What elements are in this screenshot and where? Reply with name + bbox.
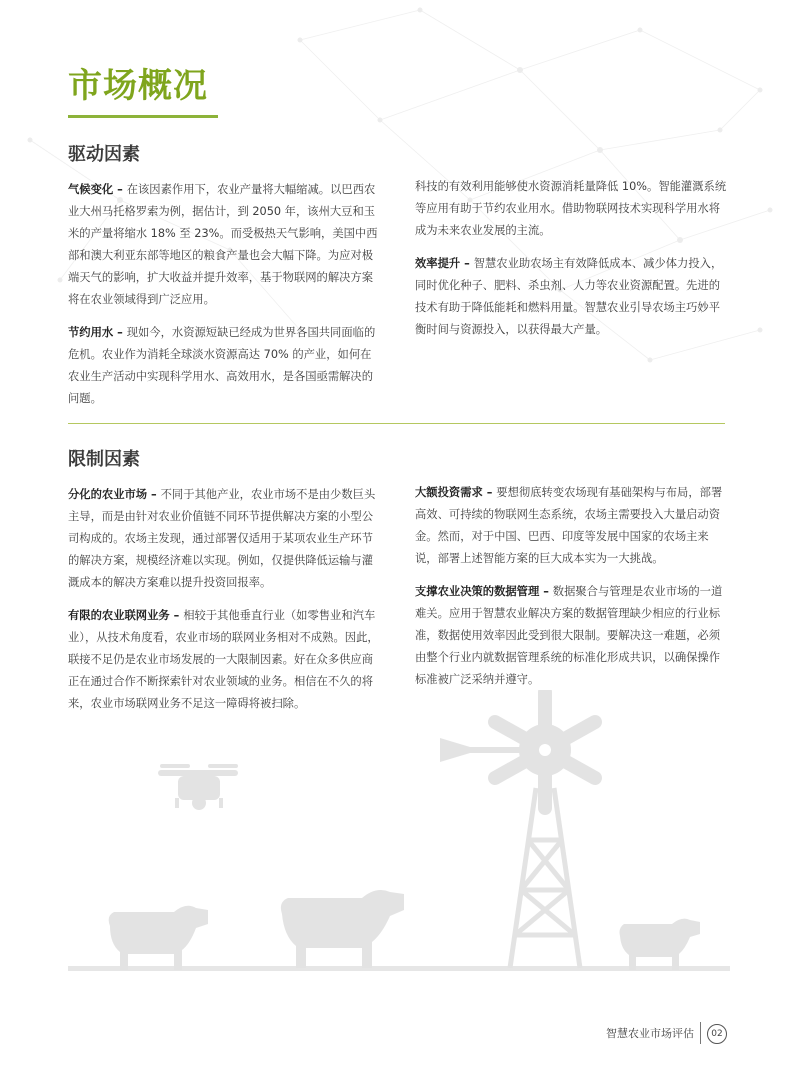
constraints-item-text: 数据聚合与管理是农业市场的一道难关。应用于智慧农业解决方案的数据管理缺少相应的行业标准，数据使用效率因此受到很大限制。要解决这一难题，必须由整个行业内就数据管理系统的标准化形成共识，以确保操作标准被广泛采纳并遵守。: [415, 585, 723, 686]
constraints-item-text: 不同于其他产业，农业市场不是由少数巨头主导，而是由针对农业价值链不同环节提供解决方案的小型公司构成的。农场主发现，通过部署仅适用于某项农业生产环节的解决方案，规模经济难以实现。例如，仅提供降低运输与灌溉成本的解决方案难以提升投资回报率。: [68, 488, 376, 589]
constraints-item-term: 大额投资需求 –: [415, 486, 497, 499]
constraints-right-column: [415, 482, 727, 702]
section-divider: [68, 423, 725, 424]
cow-icon: [109, 906, 208, 970]
footer-label: 智慧农业市场评估: [606, 1027, 694, 1040]
constraints-item-term: 有限的农业联网业务 –: [68, 609, 184, 622]
footer-separator: [700, 1022, 701, 1044]
constraints-item-investment: [415, 482, 727, 570]
constraints-item-text: 相较于其他垂直行业（如零售业和汽车业），从技术角度看，农业市场的联网业务相对不成熟。因此，联接不足仍是农业市场发展的一大限制因素。好在众多供应商正在通过合作不断探索针对农业领域的业务。相信在不久的将来，农业市场联网业务不足这一障碍将被扫除。: [68, 609, 379, 710]
drivers-item-term: 节约用水 –: [68, 326, 127, 339]
constraints-item-term: 分化的农业市场 –: [68, 488, 161, 501]
drivers-item-text: 智慧农业助农场主有效降低成本、减少体力投入，同时优化种子、肥料、杀虫剂、人力等农业资源配置。先进的技术有助于降低能耗和燃料用量。智慧农业引导农场主巧妙平衡时间与资源投入，以获得最大产量。: [415, 257, 723, 336]
title-underline: [68, 115, 218, 118]
constraints-item-data-management: [415, 581, 727, 691]
drivers-heading: 驱动因素: [68, 144, 140, 165]
drivers-item-term: 气候变化 –: [68, 183, 127, 196]
farm-illustration: [60, 690, 740, 990]
drivers-item-text: 现如今，水资源短缺已经成为世界各国共同面临的危机。农业作为消耗全球淡水资源高达 70% 的产业，如何在农业生产活动中实现科学用水、高效用水，是各国亟需解决的问题。: [68, 326, 376, 405]
drivers-item-term: 效率提升 –: [415, 257, 474, 270]
constraints-heading: 限制因素: [68, 449, 140, 470]
cow-icon: [620, 919, 701, 970]
drivers-right-column: [415, 176, 727, 352]
drivers-item-text: 在该因素作用下，农业产量将大幅缩减。以巴西农业大州马托格罗索为例，据估计，到 2050 年，该州大豆和玉米的产量将缩水 18% 至 23%。而受极热天气影响，美国中西部和澳大利亚东部等地区的粮食产量也会大幅下降。为应对极端天气的影响，扩大收益并提升效率，基于物联网的解决方案将在农业领域得到广泛应用。: [68, 183, 378, 306]
drivers-item-climate: [68, 179, 380, 311]
drivers-continuation: 科技的有效利用能够使水资源消耗量降低 10%。智能灌溉系统等应用有助于节约农业用水。借助物联网技术实现科学用水将成为未来农业发展的主流。: [415, 180, 727, 237]
windmill-icon: [440, 692, 595, 968]
drivers-item-efficiency: [415, 253, 727, 341]
drivers-left-column: [68, 179, 380, 421]
constraints-item-term: 支撑农业决策的数据管理 –: [415, 585, 553, 598]
drone-icon: [158, 764, 238, 810]
page-number: 02: [707, 1024, 727, 1044]
cow-icon: [281, 890, 404, 968]
drivers-item-water: [68, 322, 380, 410]
constraints-item-fragmented-market: [68, 484, 380, 594]
constraints-item-text: 要想彻底转变农场现有基础架构与布局，部署高效、可持续的物联网生态系统，农场主需要投入大量启动资金。然而，对于中国、巴西、印度等发展中国家的农场主来说，部署上述智能方案的巨大成本实为一大挑战。: [415, 486, 723, 565]
page-title: 市场概况: [68, 66, 208, 106]
